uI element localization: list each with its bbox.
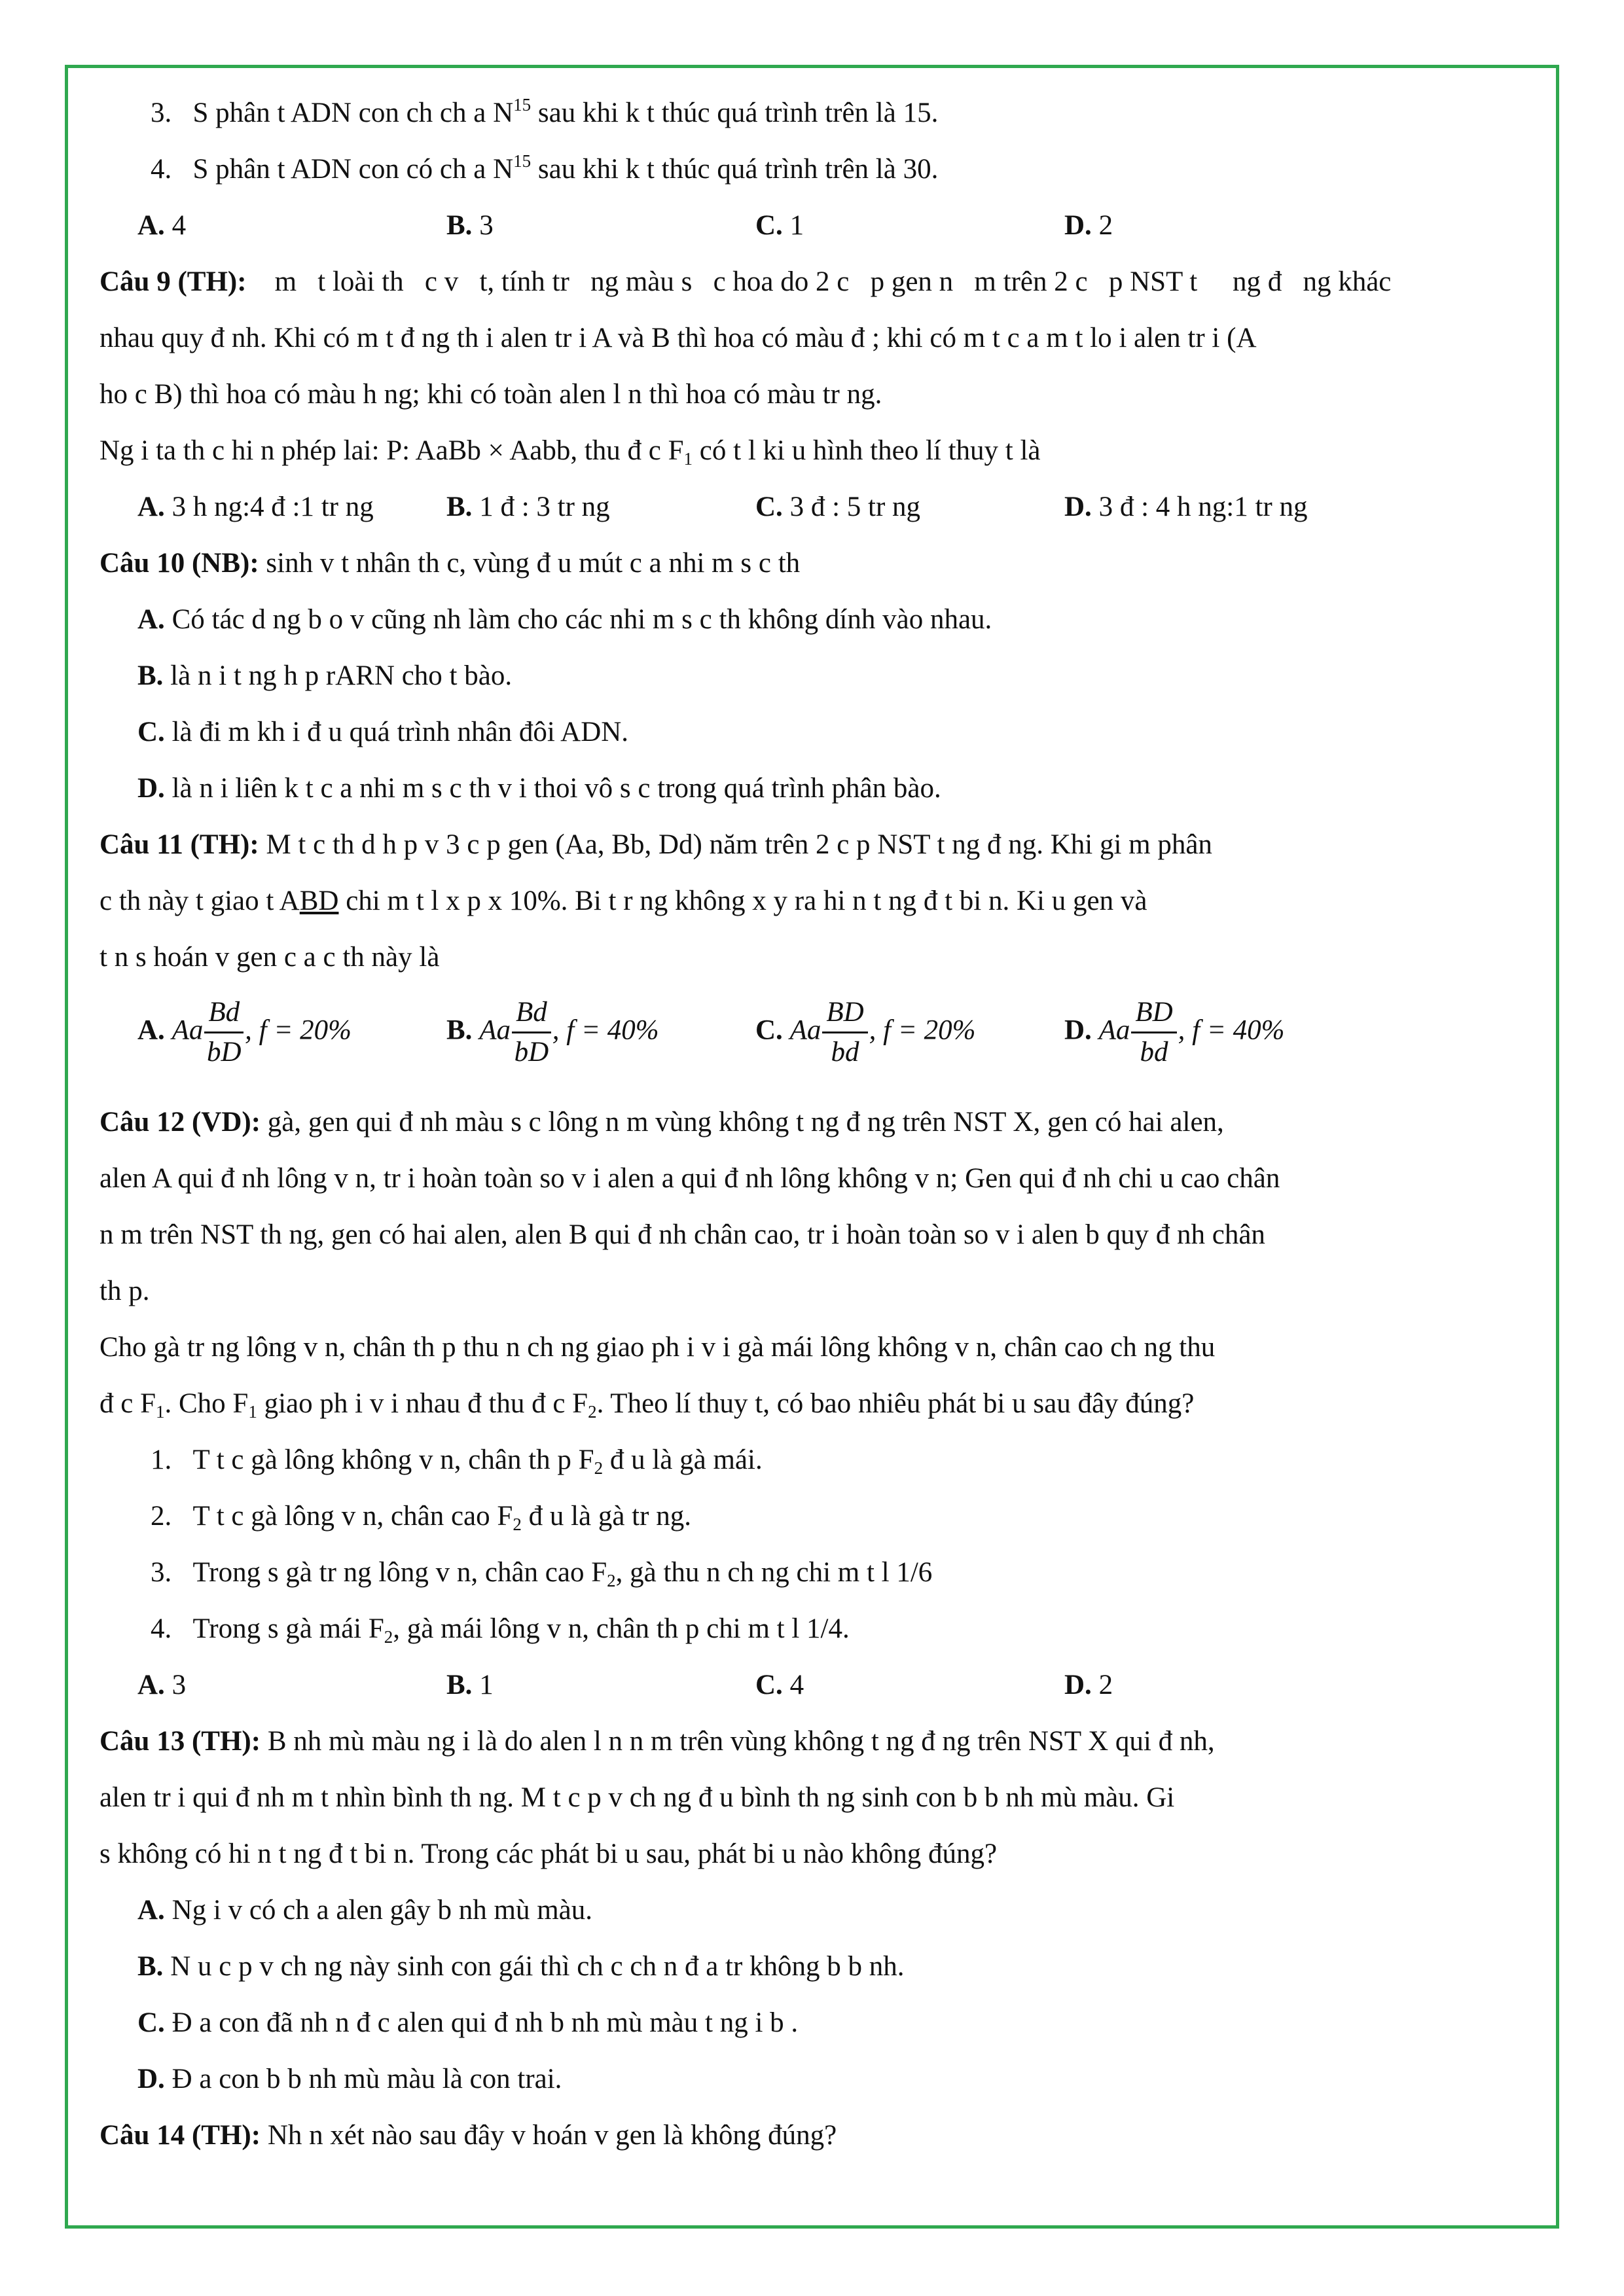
q14-stem: Câu 14 (TH): Nh n xét nào sau đây v hoán v gen là không đúng? <box>99 2120 837 2151</box>
q12-statement-2: 2. T t c gà lông v n, chân cao $F_2$ đ u là gà tr ng. <box>151 1501 691 1534</box>
q13-option-c: C. Đ a con đã nh n đ c alen qui đ nh b nh mù màu t ng i b . <box>137 2007 799 2038</box>
q9-option-a: A. 3 h ng:4 đ :1 tr ng <box>137 492 374 522</box>
q12-line-6: đ c $F_1$. Cho $F_1$ giao ph i v i nhau đ thu đ c $F_2$. Theo lí thuy t, có bao nhiêu phát bi u sau đây đúng? <box>99 1388 1195 1422</box>
q12-option-c: C. 4 <box>755 1670 804 1700</box>
q9-option-d: D. 3 đ : 4 h ng:1 tr ng <box>1064 492 1308 522</box>
q10-option-d: D. là n i liên k t c a nhi m s c th v i thoi vô s c trong quá trình phân bào. <box>137 773 941 804</box>
q12-statement-4: 4. Trong s gà mái $F_2$, gà mái lông v n, chân th p chi m t l 1/4. <box>151 1613 850 1647</box>
q10-option-a: A. Có tác d ng b o v cũng nh làm cho các nhi m s c th không dính vào nhau. <box>137 604 992 635</box>
q13-option-d: D. Đ a con b b nh mù màu là con trai. <box>137 2064 562 2094</box>
q11-label: Câu 11 (TH): <box>99 829 259 860</box>
q8-option-b: B. 3 <box>446 210 494 241</box>
q11-options <box>99 994 1525 1079</box>
q8-statement-4: 4. S phân t ADN con có ch a $N^{15}$ sau khi k t thúc quá trình trên là 30. <box>151 151 939 185</box>
q12-statement-3: 3. Trong s gà tr ng lông v n, chân cao $F_2$, gà thu n ch ng chi m t l 1/6 <box>151 1557 933 1590</box>
q10-label: Câu 10 (NB): <box>99 548 259 579</box>
q9-option-b: B. 1 đ : 3 tr ng <box>446 492 610 522</box>
q11-option-c: C. Aa $\frac{BD}{bd}$ , f = 20% <box>755 994 975 1071</box>
q11-option-d: D. Aa $\frac{BD}{bd}$ , f = 40% <box>1064 994 1284 1071</box>
q8-option-d: D. 2 <box>1064 210 1113 241</box>
q9-line-2: nhau quy đ nh. Khi có m t đ ng th i alen tr i A và B thì hoa có màu đ ; khi có m t c a m t lo i alen tr i (A <box>99 323 1257 353</box>
q11-option-a: A. Aa $\frac{Bd}{bD}$ , f = 20% <box>137 994 352 1071</box>
q13-line-2: alen tr i qui đ nh m t nhìn bình th ng. M t c p v ch ng đ u bình th ng sinh con b b nh mù màu. Gi <box>99 1782 1175 1813</box>
q10-option-b: B. là n i t ng h p rARN cho t bào. <box>137 660 513 691</box>
q10-stem: Câu 10 (NB): sinh v t nhân th c, vùng đ u mút c a nhi m s c th <box>99 548 801 579</box>
q12-line-2: alen A qui đ nh lông v n, tr i hoàn toàn so v i alen a qui đ nh lông không v n; Gen qui đ nh chi u cao chân <box>99 1163 1280 1194</box>
q9-line-3: ho c B) thì hoa có màu h ng; khi có toàn alen l n thì hoa có màu tr ng. <box>99 379 882 410</box>
q13-option-a: A. Ng i v có ch a alen gây b nh mù màu. <box>137 1895 593 1926</box>
q12-line-1: Câu 12 (VD): gà, gen qui đ nh màu s c lông n m vùng không t ng đ ng trên NST X, gen có hai alen, <box>99 1107 1224 1138</box>
q13-option-b: B. N u c p v ch ng này sinh con gái thì ch c ch n đ a tr không b b nh. <box>137 1951 905 1982</box>
q11-line-2: c th này t giao t ABD chi m t l x p x 10%. Bi t r ng không x y ra hi n t ng đ t bi n. Ki u gen và <box>99 886 1147 916</box>
q10-option-c: C. là đi m kh i đ u quá trình nhân đôi ADN. <box>137 717 629 747</box>
q12-line-5: Cho gà tr ng lông v n, chân th p thu n ch ng giao ph i v i gà mái lông không v n, chân cao ch ng thu <box>99 1332 1216 1363</box>
q8-option-c: C. 1 <box>755 210 804 241</box>
q13-line-3: s không có hi n t ng đ t bi n. Trong các phát bi u sau, phát bi u nào không đúng? <box>99 1839 998 1869</box>
q14-label: Câu 14 (TH): <box>99 2120 261 2151</box>
q12-line-4: th p. <box>99 1276 150 1306</box>
q11-line-1: Câu 11 (TH): M t c th d h p v 3 c p gen (Aa, Bb, Dd) năm trên 2 c p NST t ng đ ng. Khi gi m phân <box>99 829 1212 860</box>
q12-statement-1: 1. T t c gà lông không v n, chân th p $F_2$ đ u là gà mái. <box>151 1444 763 1478</box>
q11-line-3: t n s hoán v gen c a c th này là <box>99 942 440 973</box>
q9-label: Câu 9 (TH): <box>99 266 247 297</box>
q12-label: Câu 12 (VD): <box>99 1107 261 1138</box>
q9-line-1: Câu 9 (TH): m t loài th c v t, tính tr ng màu s c hoa do 2 c p gen n m trên 2 c p NST t ng đ ng khác <box>99 266 1392 297</box>
q13-label: Câu 13 (TH): <box>99 1726 261 1757</box>
q12-option-a: A. 3 <box>137 1670 187 1700</box>
q8-statement-3: 3. S phân t ADN con ch ch a $N^{15}$ sau khi k t thúc quá trình trên là 15. <box>151 95 939 128</box>
q13-line-1: Câu 13 (TH): B nh mù màu ng i là do alen l n n m trên vùng không t ng đ ng trên NST X qui đ nh, <box>99 1726 1215 1757</box>
q11-option-b: B. Aa $\frac{Bd}{bD}$ , f = 40% <box>446 994 659 1071</box>
q12-line-3: n m trên NST th ng, gen có hai alen, alen B qui đ nh chân cao, tr i hoàn toàn so v i alen b quy đ nh chân <box>99 1219 1265 1250</box>
q8-option-a: A. 4 <box>137 210 187 241</box>
q9-line-4: Ng i ta th c hi n phép lai: P: AaBb × Aabb, thu đ c $F_1$ có t l ki u hình theo lí thuy t là <box>99 435 1041 469</box>
q12-option-b: B. 1 <box>446 1670 494 1700</box>
q12-option-d: D. 2 <box>1064 1670 1113 1700</box>
q9-option-c: C. 3 đ : 5 tr ng <box>755 492 921 522</box>
